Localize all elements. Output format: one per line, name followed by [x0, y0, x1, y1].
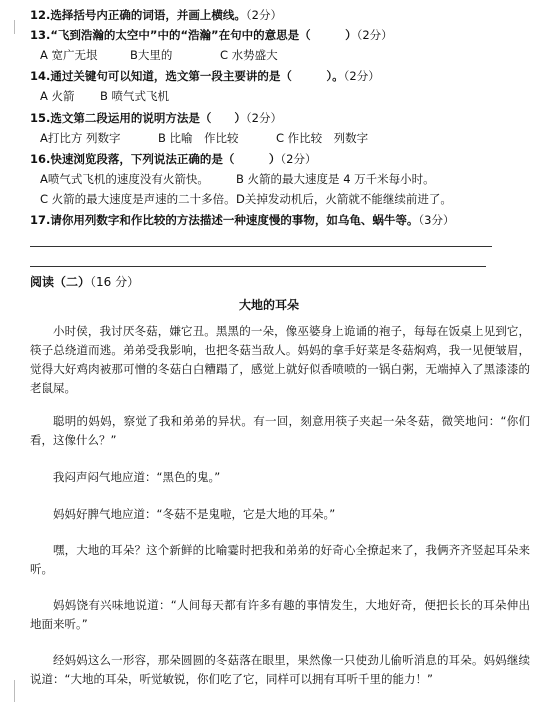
question-points: （3分） [418, 213, 455, 227]
option: B 喷气式飞机 [100, 89, 170, 103]
article-paragraph: 聪明的妈妈，察觉了我和弟弟的异状。有一回，刻意用筷子夹起一朵冬菇，微笑地问：“你们看，这像什么？” [30, 414, 530, 447]
option: B大里的 [130, 48, 173, 62]
question-15-options [40, 130, 530, 146]
question-12 [30, 7, 530, 23]
article-title: 大地的耳朵 [238, 298, 299, 312]
option: C 水势盛大 [220, 48, 278, 62]
option: B 比喻 作比较 [158, 131, 239, 145]
option: A喷气式飞机的速度没有火箭快。 [40, 172, 209, 186]
question-text: 17.请你用列数字和作比较的方法描述一种速度慢的事物，如乌龟、蜗牛等。 [30, 213, 419, 227]
question-text: 16.快速浏览段落，下列说法正确的是（ ） [30, 152, 281, 166]
article-paragraph: 妈妈好脾气地应道：“冬菇不是鬼啦，它是大地的耳朵。” [53, 507, 336, 521]
question-13 [30, 27, 530, 43]
option: B 火箭的最大速度是 4 万千米每小时。 [236, 172, 435, 186]
option: C 作比较 列数字 [276, 131, 369, 145]
article-paragraph: 妈妈饶有兴味地说道：“人间每天都有许多有趣的事情发生，大地好奇，便把长长的耳朵伸出地面来听。” [30, 598, 530, 631]
question-14-options [40, 88, 530, 104]
question-text: 12.选择括号内正确的词语，并画上横线。 [30, 8, 246, 22]
binding-margin-line [14, 680, 15, 702]
question-points: （2分） [245, 8, 282, 22]
answer-line [30, 266, 486, 267]
question-points: （2分） [245, 111, 282, 125]
section-points: （16 分） [90, 275, 140, 289]
section-heading [30, 273, 139, 290]
answer-line [30, 246, 492, 247]
question-14 [30, 68, 530, 84]
article-paragraph: 小时侯，我讨厌冬菇，嫌它丑。黑黑的一朵，像巫婆身上诡诵的袍子，每每在饭桌上见到它，筷子总绕道而逃。弟弟受我影响，也把冬菇当敌人。妈妈的拿手好菜是冬菇焖鸡，我一见便皱眉，觉得大好鸡肉被那可憎的冬菇白白糟蹋了，感觉上就好似香喷喷的一锅白粥，无端掉入了黑漆漆的老鼠屎。 [30, 324, 530, 395]
question-text: 15.选文第二段运用的说明方法是（ ） [30, 111, 246, 125]
question-17 [30, 212, 530, 228]
question-points: （2分） [280, 152, 317, 166]
question-points: （2分） [343, 69, 380, 83]
option: D关掉发动机后，火箭就不能继续前进了。 [236, 192, 452, 206]
option: A打比方 列数字 [40, 131, 121, 145]
article-paragraph: 经妈妈这么一形容，那朵圆圆的冬菇落在眼里，果然像一只使劲儿偷听消息的耳朵。妈妈继续说道：“大地的耳朵，听觉敏锐，你们吃了它，同样可以拥有耳听千里的能力！” [30, 653, 530, 686]
article-paragraph: 我闷声闷气地应道：“黑色的鬼。” [53, 470, 221, 484]
question-text: 13.“飞到浩瀚的太空中”中的“浩瀚”在句中的意思是（ ） [30, 28, 357, 42]
binding-margin-line [14, 20, 15, 34]
question-13-options [40, 47, 530, 63]
question-15 [30, 110, 530, 126]
option: C 火箭的最大速度是声速的二十多倍。 [40, 192, 236, 206]
question-points: （2分） [356, 28, 393, 42]
question-16 [30, 151, 530, 167]
question-16-options-row2 [40, 191, 530, 207]
option: A 火箭 [40, 89, 75, 103]
section-label: 阅读（二） [30, 275, 91, 289]
article-paragraph: 嘿，大地的耳朵？这个新鲜的比喻霎时把我和弟弟的好奇心全撩起来了，我俩齐齐竖起耳朵来听。 [30, 543, 530, 576]
question-text: 14.通过关键句可以知道，选文第一段主要讲的是（ ）。 [30, 69, 344, 83]
question-16-options-row1 [40, 171, 530, 187]
option: A 宽广无垠 [40, 48, 98, 62]
